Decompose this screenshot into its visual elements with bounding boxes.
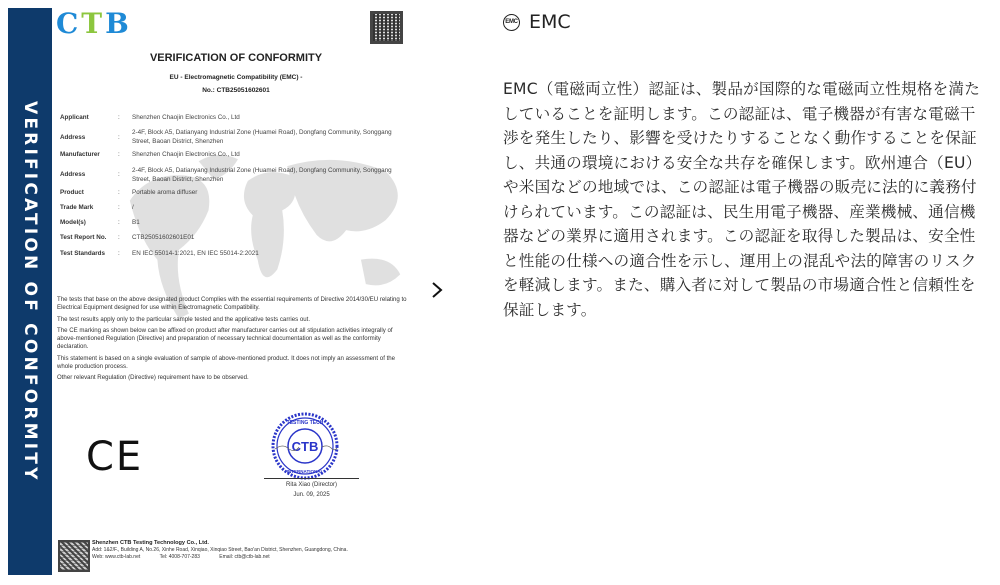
field-separator: : bbox=[118, 219, 120, 227]
qr-code-icon bbox=[370, 11, 403, 44]
info-header bbox=[503, 10, 993, 34]
footer-email: Email: ctb@ctb-lab.net bbox=[219, 554, 270, 560]
field-value: / bbox=[132, 203, 134, 211]
footer-qr-code-icon bbox=[58, 540, 90, 572]
footer-web: Web: www.ctb-lab.net bbox=[92, 554, 141, 560]
issue-date: Jun. 09, 2025 bbox=[293, 492, 330, 498]
field-manufacturer bbox=[60, 150, 405, 159]
field-label: Test Report No. bbox=[60, 234, 107, 242]
info-title: EMC bbox=[529, 11, 571, 33]
field-separator: : bbox=[118, 171, 120, 179]
statement-paragraph: The tests that base on the above designated product Complies with the essential requirements of Directive 2014/30/EU relating to Electrical Equipment designed for use within Electromagnetic Compatibility. bbox=[57, 296, 407, 312]
footer-contacts bbox=[92, 554, 412, 561]
field-applicant-address bbox=[60, 128, 405, 146]
field-separator: : bbox=[118, 203, 120, 211]
field-value: 2-4F, Block A5, Datianyang Industrial Zone (Huamei Road), Dongfang Community, Songgang Street, Baoan District, Shenzhen bbox=[132, 166, 392, 183]
certificate-statement bbox=[57, 296, 407, 386]
logo-letter-b: B bbox=[105, 7, 132, 40]
chevron-right-icon[interactable] bbox=[430, 280, 444, 300]
field-test-standards bbox=[60, 249, 405, 258]
footer-tel: Tel: 4008-707-283 bbox=[159, 554, 200, 560]
field-label: Product bbox=[60, 188, 84, 196]
signature-line bbox=[264, 478, 359, 479]
logo-letter-t: T bbox=[81, 7, 106, 40]
certificate-fields bbox=[60, 113, 405, 264]
field-label: Trade Mark bbox=[60, 203, 94, 211]
statement-paragraph: The CE marking as shown below can be affixed on product after manufacturer carries out all stipulation activities integrally of above-mentioned Regulation (Directive) and preparation of necessary technical documentation as well as the conformity declaration. bbox=[57, 326, 393, 351]
field-separator: : bbox=[118, 188, 120, 196]
field-value: CTB25051602601E01 bbox=[132, 234, 195, 242]
svg-text:INTERNATIONAL: INTERNATIONAL bbox=[286, 469, 324, 474]
field-label: Manufacturer bbox=[60, 151, 100, 159]
field-label: Test Standards bbox=[60, 249, 106, 257]
field-label: Address bbox=[60, 171, 86, 179]
field-models bbox=[60, 218, 405, 227]
field-test-report bbox=[60, 233, 405, 242]
field-applicant bbox=[60, 113, 405, 122]
logo-letter-c: C bbox=[56, 7, 82, 40]
ce-mark-icon: CE bbox=[86, 434, 144, 480]
field-separator: : bbox=[118, 133, 120, 141]
field-separator: : bbox=[118, 234, 120, 242]
signer-name: Rita Xiao (Director) bbox=[285, 482, 337, 488]
certificate-sidebar-text: VERIFICATION OF CONFORMITY bbox=[20, 100, 40, 483]
ctb-seal-stamp-icon bbox=[270, 411, 340, 481]
footer-text bbox=[92, 540, 412, 561]
field-separator: : bbox=[118, 249, 120, 257]
field-value: Shenzhen Chaojin Electronics Co., Ltd bbox=[132, 114, 240, 121]
footer-company: Shenzhen CTB Testing Technology Co., Ltd. bbox=[92, 540, 209, 546]
svg-text:TESTING TECH: TESTING TECH bbox=[286, 420, 324, 426]
statement-paragraph: The test results apply only to the particular sample tested and the applicative tests carries out. bbox=[57, 315, 311, 323]
field-label: Applicant bbox=[60, 114, 89, 121]
certificate-title: VERIFICATION OF CONFORMITY bbox=[149, 52, 323, 64]
field-product bbox=[60, 188, 405, 197]
field-separator: : bbox=[118, 114, 120, 121]
emc-badge-icon: EMC bbox=[503, 14, 520, 31]
field-label: Model(s) bbox=[60, 219, 86, 227]
certificate-sidebar bbox=[8, 8, 52, 575]
statement-paragraph: Other relevant Regulation (Directive) requirement have to be observed. bbox=[57, 374, 249, 382]
field-separator: : bbox=[118, 151, 120, 159]
field-manufacturer-address bbox=[60, 166, 405, 184]
footer-address: Add: 1&2/F., Building A, No.26, Xinhe Road, Xinqiao, Xinqiao Street, Bao'an District, Shenzhen, Guangdong, China. bbox=[92, 547, 348, 553]
info-description: EMC（電磁両立性）認証は、製品が国際的な電磁両立性規格を満たしていることを証明します。この認証は、電子機器が有害な電磁干渉を発生したり、影響を受けたりすることなく動作することを保証し、共通の環境における安全な共存を確保します。欧州連合（EU）や米国などの地域では、この認証は電子機器の販売に法的に義務付けられています。この認証は、民生用電子機器、産業機械、通信機器などの業界に適用されます。この認証を取得した製品は、安全性と性能の仕様への適合性を示し、運用上の混乱や法的障害のリスクを軽減します。また、購入者に対して製品の市場適合性と信頼性を保証します。 bbox=[503, 80, 982, 319]
statement-paragraph: This statement is based on a single evaluation of sample of above-mentioned product. It does not imply an assessment of the whole production process. bbox=[57, 354, 396, 371]
field-value: 2-4F, Block A5, Datianyang Industrial Zone (Huamei Road), Dongfang Community, Songgang Street, Baoan District, Shenzhen bbox=[132, 129, 392, 146]
field-value: EN IEC 55014-1:2021, EN IEC 55014-2:2021 bbox=[132, 249, 259, 257]
field-trade-mark bbox=[60, 203, 405, 212]
field-label: Address bbox=[60, 133, 86, 141]
field-value: Portable aroma diffuser bbox=[132, 188, 198, 196]
field-value: Shenzhen Chaojin Electronics Co., Ltd bbox=[132, 151, 240, 159]
certificate-image bbox=[0, 0, 420, 585]
certification-info-panel bbox=[503, 10, 993, 319]
svg-text:CTB: CTB bbox=[291, 439, 319, 454]
field-value: B1 bbox=[132, 219, 140, 227]
certificate-subtitle: EU - Electromagnetic Compatibility (EMC) - bbox=[169, 74, 303, 81]
ctb-logo bbox=[56, 7, 132, 40]
certificate-number: No.: CTB25051602601 bbox=[202, 87, 270, 94]
